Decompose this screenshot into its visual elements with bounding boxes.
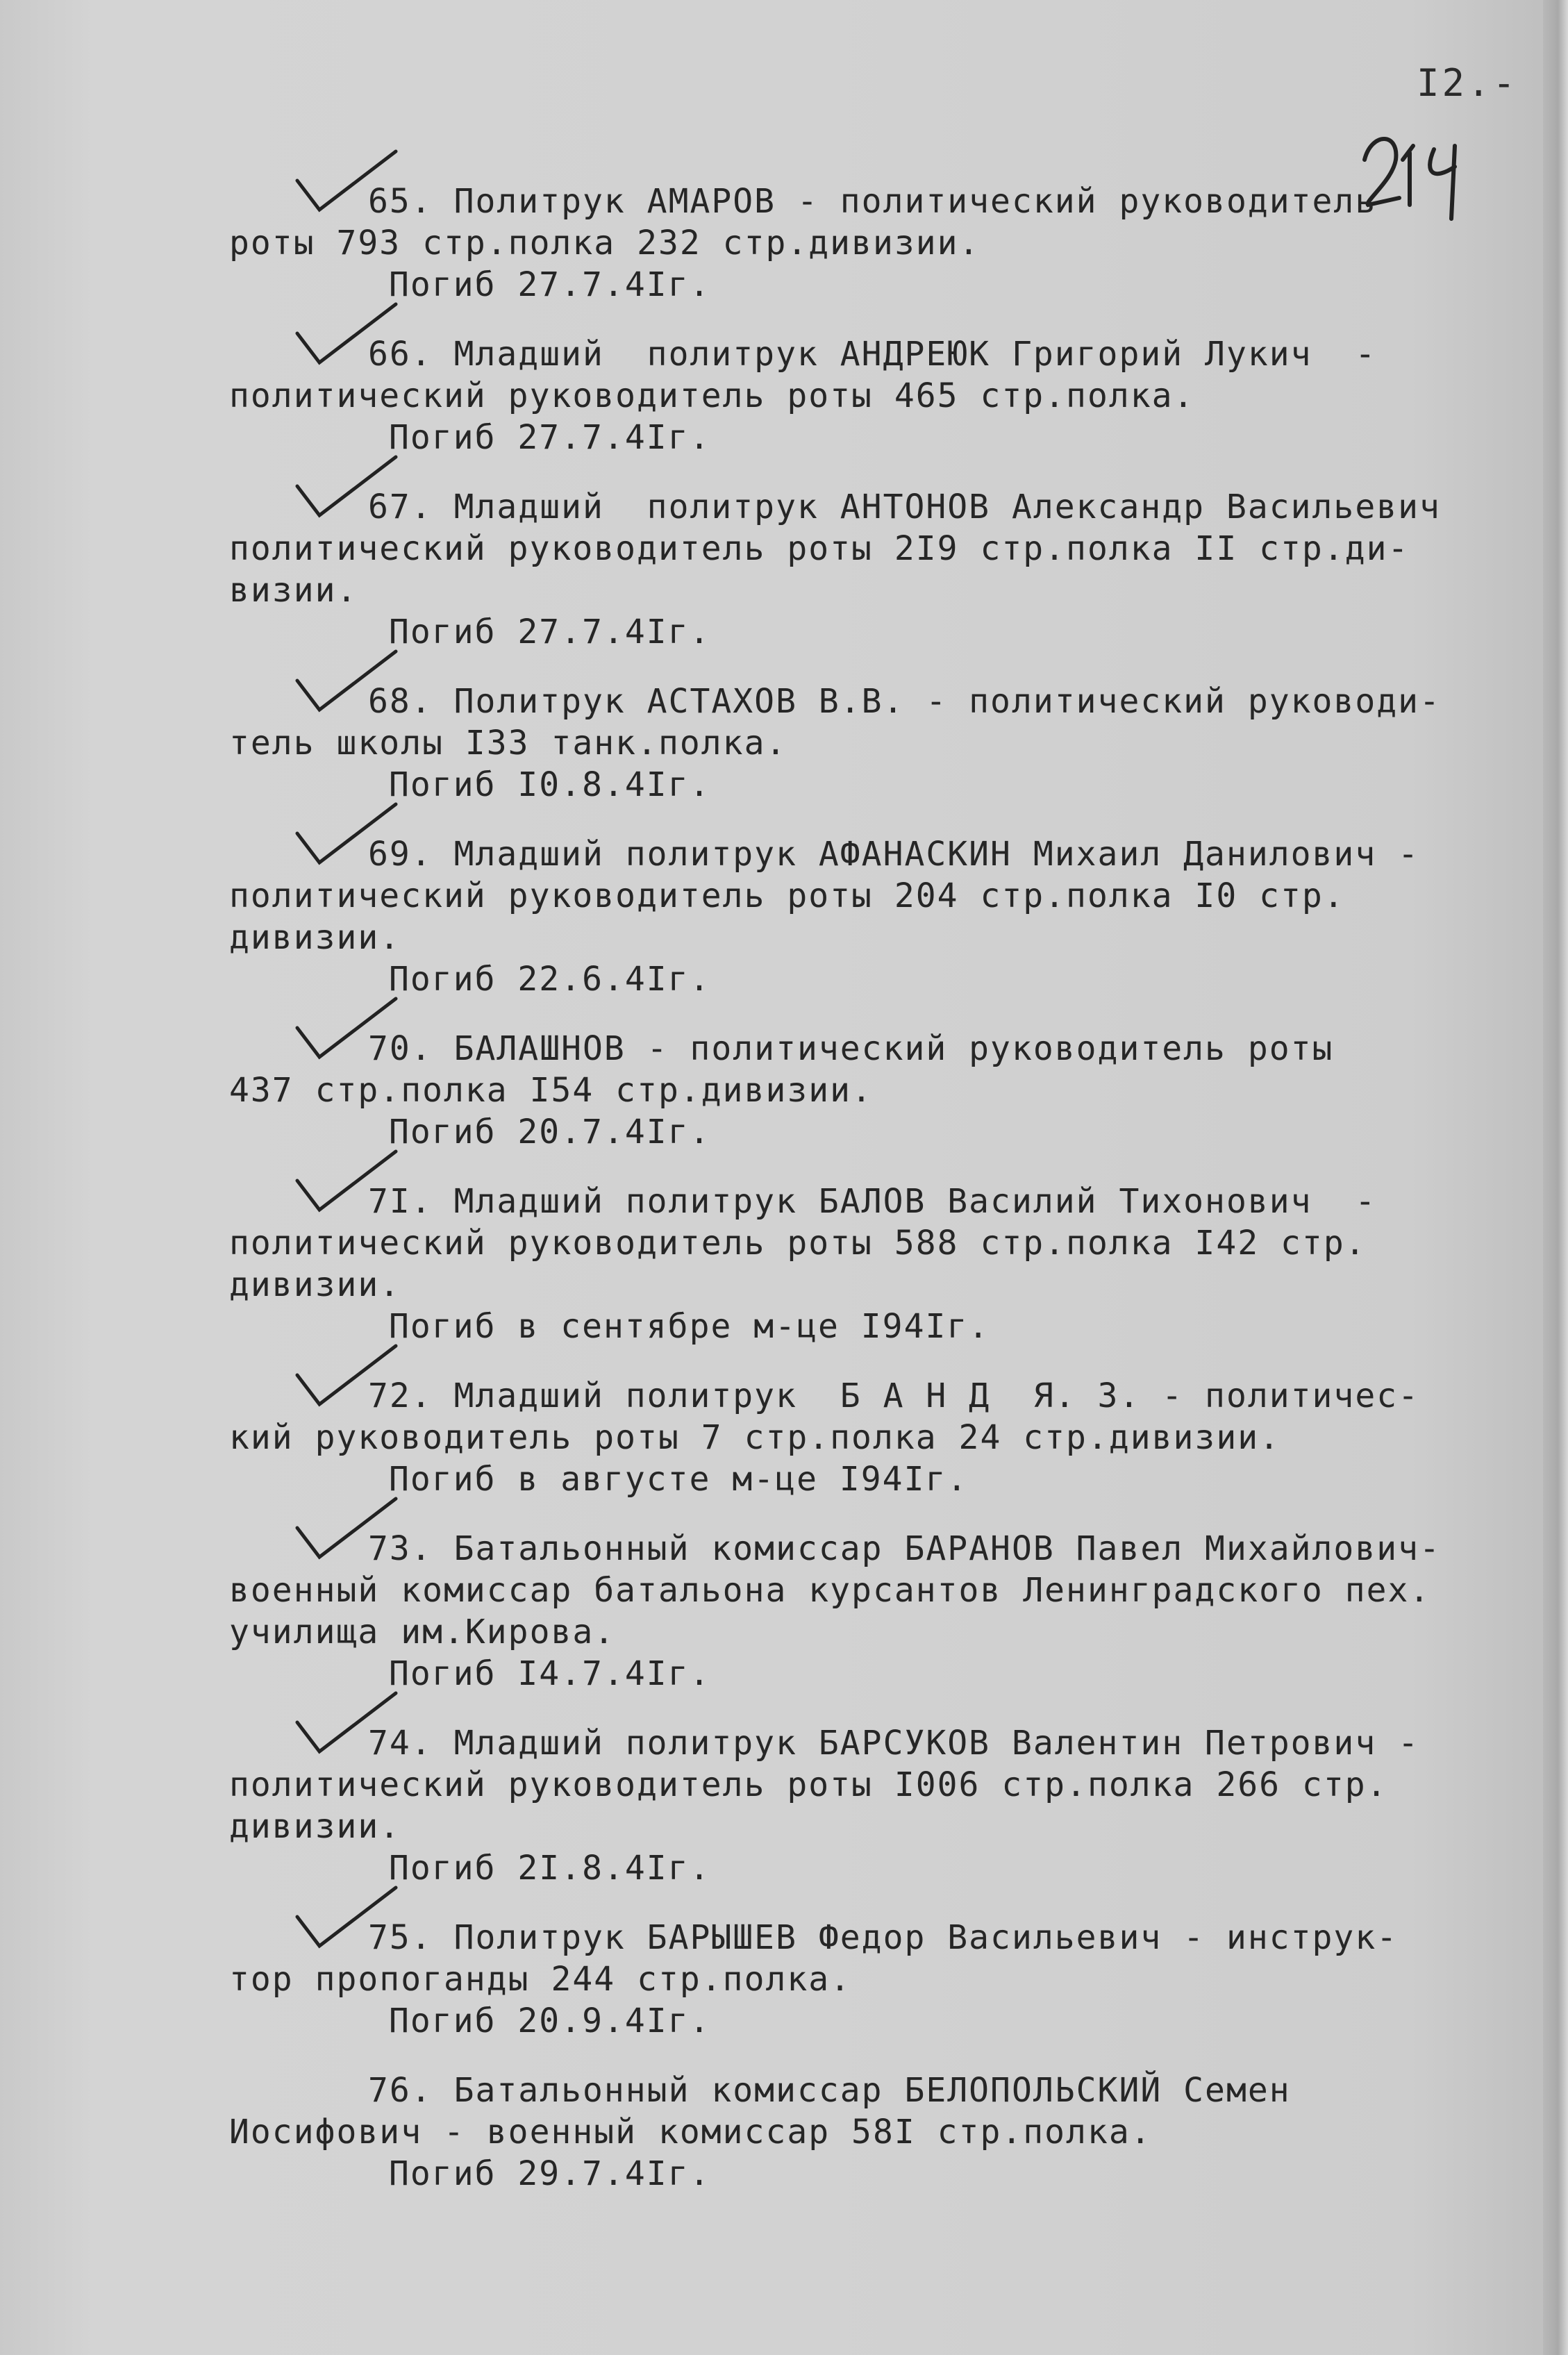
entry-text-line: 67. Младший политрук АНТОНОВ Александр Васильевич — [368, 488, 1441, 526]
list-item — [229, 1375, 1535, 1500]
entry-text-line: 66. Младший политрук АНДРЕЮК Григорий Лукич - — [368, 335, 1377, 374]
death-date: Погиб в сентябре м-це I94Iг. — [389, 1307, 990, 1346]
entry-text-line: 72. Младший политрук Б А Н Д Я. З. - политичес- — [368, 1376, 1420, 1415]
entry-text-line: 70. БАЛАШНОВ - политический руководитель роты — [368, 1029, 1334, 1068]
entries-list — [229, 181, 1535, 2222]
check-mark-icon — [292, 1493, 403, 1563]
entry-text-line: политический руководитель роты I006 стр.полка 266 стр. — [229, 1765, 1388, 1804]
check-mark-icon — [292, 146, 403, 215]
death-date: Погиб 27.7.4Iг. — [389, 613, 711, 651]
entry-text-line: кий руководитель роты 7 стр.полка 24 стр.дивизии. — [229, 1418, 1281, 1457]
check-mark-icon — [292, 299, 403, 368]
list-item — [229, 1528, 1535, 1695]
list-item — [229, 181, 1535, 306]
page-number: I2.- — [1417, 61, 1519, 105]
check-mark-icon — [292, 451, 403, 521]
entry-text-line: визии. — [229, 571, 358, 610]
entry-text-line: 75. Политрук БАРЫШЕВ Федор Васильевич - инструк- — [368, 1918, 1399, 1957]
entry-text-line: училища им.Кирова. — [229, 1613, 616, 1651]
death-date: Погиб 22.6.4Iг. — [389, 960, 711, 999]
death-date: Погиб 20.7.4Iг. — [389, 1113, 711, 1151]
death-date: Погиб I0.8.4Iг. — [389, 765, 711, 804]
entry-text-line: 65. Политрук АМАРОВ - политический руководитель — [368, 182, 1377, 221]
entry-text-line: политический руководитель роты 465 стр.полка. — [229, 376, 1195, 415]
entry-text-line: военный комиссар батальона курсантов Ленинградского пех. — [229, 1571, 1431, 1610]
entry-text-line: 68. Политрук АСТАХОВ В.В. - политический руководи- — [368, 682, 1441, 721]
entry-text-line: 7I. Младший политрук БАЛОВ Василий Тихонович - — [368, 1182, 1377, 1221]
death-date: Погиб 29.7.4Iг. — [389, 2154, 711, 2193]
check-mark-icon — [292, 799, 403, 868]
entry-text-line: дивизии. — [229, 918, 401, 957]
death-date: Погиб I4.7.4Iг. — [389, 1654, 711, 1693]
entry-text-line: политический руководитель роты 588 стр.полка I42 стр. — [229, 1224, 1367, 1263]
list-item — [229, 833, 1535, 1000]
check-mark-icon — [292, 1340, 403, 1410]
check-mark-icon — [292, 1146, 403, 1215]
death-date: Погиб 2I.8.4Iг. — [389, 1849, 711, 1888]
check-mark-icon — [292, 993, 403, 1063]
entry-text-line: роты 793 стр.полка 232 стр.дивизии. — [229, 224, 981, 263]
entry-text-line: дивизии. — [229, 1265, 401, 1304]
list-item — [229, 1028, 1535, 1153]
entry-text-line: 73. Батальонный комиссар БАРАНОВ Павел Михайлович- — [368, 1529, 1441, 1568]
entry-text-line: политический руководитель роты 2I9 стр.полка II стр.ди- — [229, 529, 1410, 568]
entry-text-line: тель школы I33 танк.полка. — [229, 724, 787, 763]
entry-text-line: дивизии. — [229, 1807, 401, 1846]
list-item — [229, 333, 1535, 458]
list-item — [229, 1181, 1535, 1347]
list-item — [229, 486, 1535, 653]
death-date: Погиб 27.7.4Iг. — [389, 265, 711, 304]
list-item — [229, 2070, 1535, 2195]
entry-text-line: 69. Младший политрук АФАНАСКИН Михаил Данилович - — [368, 835, 1420, 874]
death-date: Погиб 27.7.4Iг. — [389, 418, 711, 457]
death-date: Погиб 20.9.4Iг. — [389, 2002, 711, 2040]
entry-text-line: 74. Младший политрук БАРСУКОВ Валентин Петрович - — [368, 1724, 1420, 1763]
list-item — [229, 681, 1535, 806]
list-item — [229, 1917, 1535, 2042]
list-item — [229, 1722, 1535, 1889]
entry-text-line: тор пропоганды 244 стр.полка. — [229, 1960, 852, 1999]
entry-text-line: Иосифович - военный комиссар 58I стр.полка. — [229, 2113, 1152, 2152]
check-mark-icon — [292, 1882, 403, 1952]
page-edge-shadow — [1543, 0, 1568, 2355]
entry-text-line: политический руководитель роты 204 стр.полка I0 стр. — [229, 876, 1345, 915]
entry-text-line: 437 стр.полка I54 стр.дивизии. — [229, 1071, 873, 1110]
entry-text-line: 76. Батальонный комиссар БЕЛОПОЛЬСКИЙ Семен — [368, 2071, 1291, 2110]
check-mark-icon — [292, 646, 403, 715]
check-mark-icon — [292, 1688, 403, 1757]
death-date: Погиб в августе м-це I94Iг. — [389, 1460, 969, 1499]
